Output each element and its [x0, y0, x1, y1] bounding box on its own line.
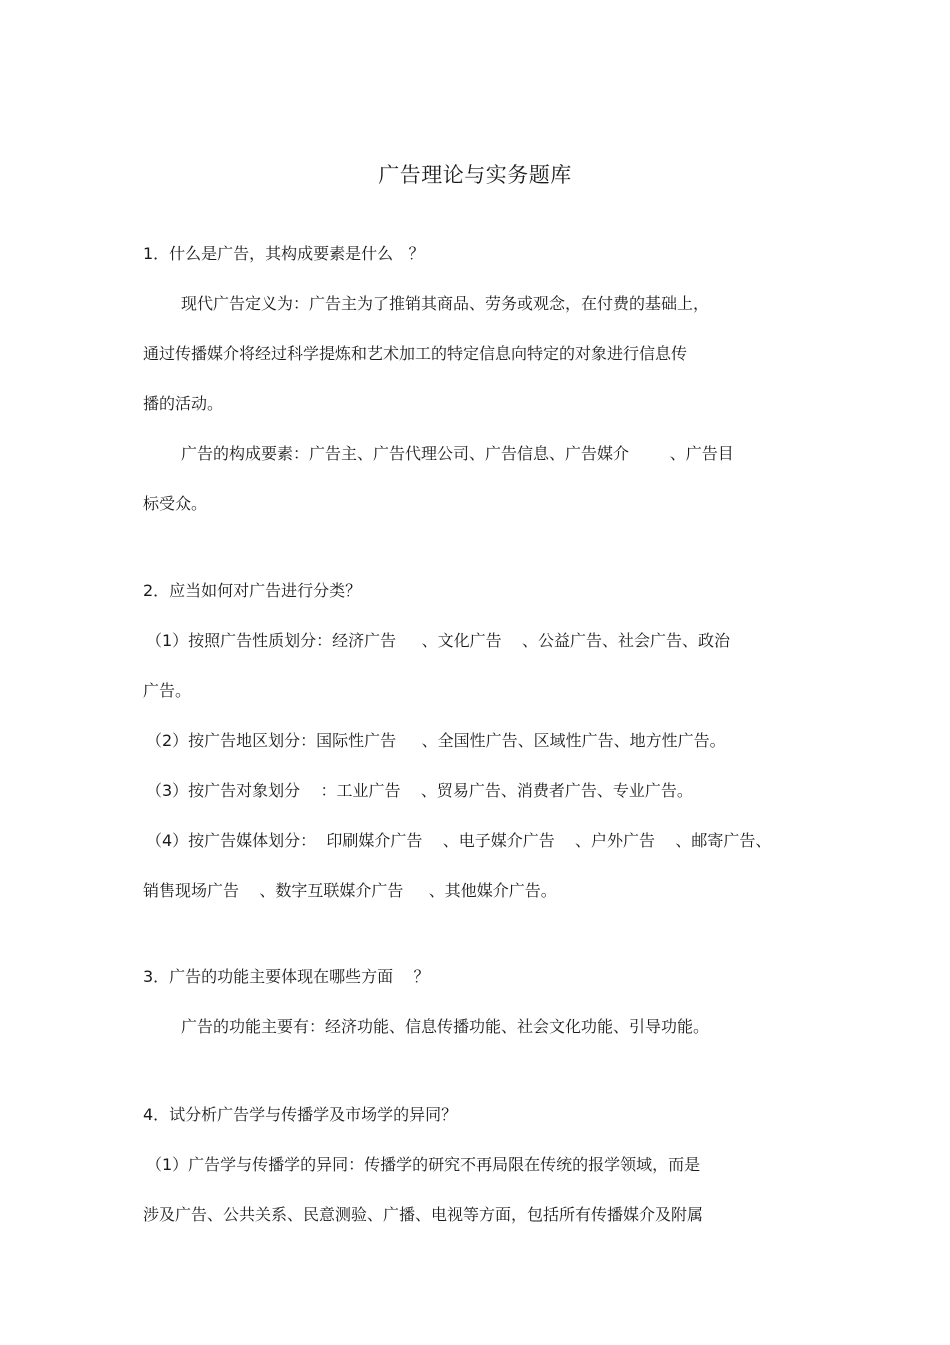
paragraph-line: 通过传播媒介将经过科学提炼和艺术加工的特定信息向特定的对象进行信息传	[143, 344, 688, 363]
paragraph-line: （1）按照广告性质划分：经济广告 、文化广告 、公益广告、社会广告、政治	[146, 631, 730, 650]
paragraph-line: 标受众。	[143, 494, 208, 513]
document-title: 广告理论与实务题库	[378, 163, 572, 187]
question-3: 3．广告的功能主要体现在哪些方面 ？	[143, 967, 430, 986]
question-2: 2．应当如何对广告进行分类？	[143, 581, 362, 600]
paragraph-line: 涉及广告、公共关系、民意测验、广播、电视等方面，包括所有传播媒介及附属	[143, 1205, 704, 1224]
paragraph-line: 播的活动。	[143, 394, 224, 413]
paragraph-line: 销售现场广告 、数字互联媒介广告 、其他媒介广告。	[143, 881, 557, 900]
question-1: 1．什么是广告，其构成要素是什么 ？	[143, 244, 425, 263]
paragraph-line: （3）按广告对象划分 ：工业广告 、贸易广告、消费者广告、专业广告。	[146, 781, 693, 800]
paragraph-line: 现代广告定义为：广告主为了推销其商品、劳务或观念，在付费的基础上，	[181, 294, 710, 313]
question-4: 4．试分析广告学与传播学及市场学的异同？	[143, 1105, 458, 1124]
paragraph-line: （1）广告学与传播学的异同：传播学的研究不再局限在传统的报学领域，而是	[146, 1155, 701, 1174]
paragraph-line: 广告的构成要素：广告主、广告代理公司、广告信息、广告媒介 、广告目	[181, 444, 734, 463]
paragraph-line: 广告的功能主要有：经济功能、信息传播功能、社会文化功能、引导功能。	[181, 1017, 710, 1036]
paragraph-line: （4）按广告媒体划分： 印刷媒介广告 、电子媒介广告 、户外广告 、邮寄广告、	[146, 831, 772, 850]
paragraph-line: 广告。	[143, 681, 192, 700]
paragraph-line: （2）按广告地区划分：国际性广告 、全国性广告、区域性广告、地方性广告。	[146, 731, 726, 750]
